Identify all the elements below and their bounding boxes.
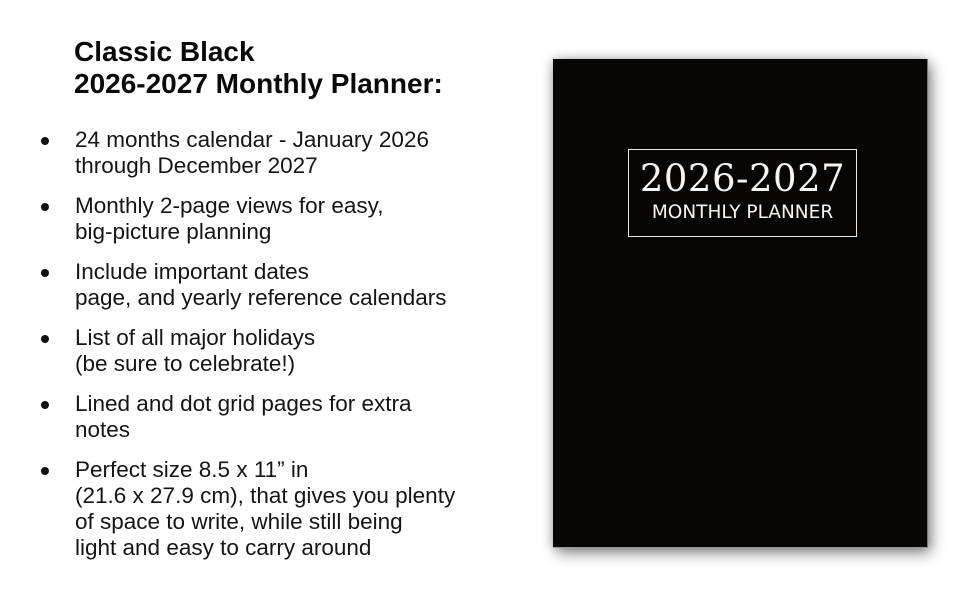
feature-text: Lined and dot grid pages for extra xyxy=(75,391,412,416)
bullet-icon xyxy=(41,467,49,475)
feature-text: Monthly 2-page views for easy, xyxy=(75,193,384,218)
feature-text: List of all major holidays xyxy=(75,325,316,350)
feature-item xyxy=(38,325,518,377)
feature-text: (be sure to celebrate!) xyxy=(75,351,296,376)
bullet-icon xyxy=(41,401,49,409)
feature-item xyxy=(38,457,518,561)
bullet-icon xyxy=(41,137,49,145)
feature-text: of space to write, while still being xyxy=(75,509,403,534)
cover-title-frame xyxy=(628,149,857,237)
feature-text: 24 months calendar - January 2026 xyxy=(75,127,429,152)
feature-text: Perfect size 8.5 x 11” in xyxy=(75,457,309,482)
feature-item xyxy=(38,391,518,443)
bullet-icon xyxy=(41,203,49,211)
feature-text: (21.6 x 27.9 cm), that gives you plenty xyxy=(75,483,456,508)
book-cover-image xyxy=(553,59,928,548)
feature-text: through December 2027 xyxy=(75,153,318,178)
product-title xyxy=(74,36,443,100)
feature-text: light and easy to carry around xyxy=(75,535,372,560)
title-line-1: Classic Black xyxy=(74,36,255,67)
feature-text: page, and yearly reference calendars xyxy=(75,285,447,310)
bullet-icon xyxy=(41,335,49,343)
feature-text: notes xyxy=(75,417,131,442)
feature-text: Include important dates xyxy=(75,259,309,284)
feature-item xyxy=(38,193,518,245)
feature-list xyxy=(38,127,518,575)
title-line-2: 2026-2027 Monthly Planner: xyxy=(74,68,443,99)
bullet-icon xyxy=(41,269,49,277)
feature-item xyxy=(38,259,518,311)
cover-subtitle: MONTHLY PLANNER xyxy=(651,202,834,223)
feature-text: big-picture planning xyxy=(75,219,272,244)
cover-years: 2026-2027 xyxy=(639,157,846,200)
feature-item xyxy=(38,127,518,179)
